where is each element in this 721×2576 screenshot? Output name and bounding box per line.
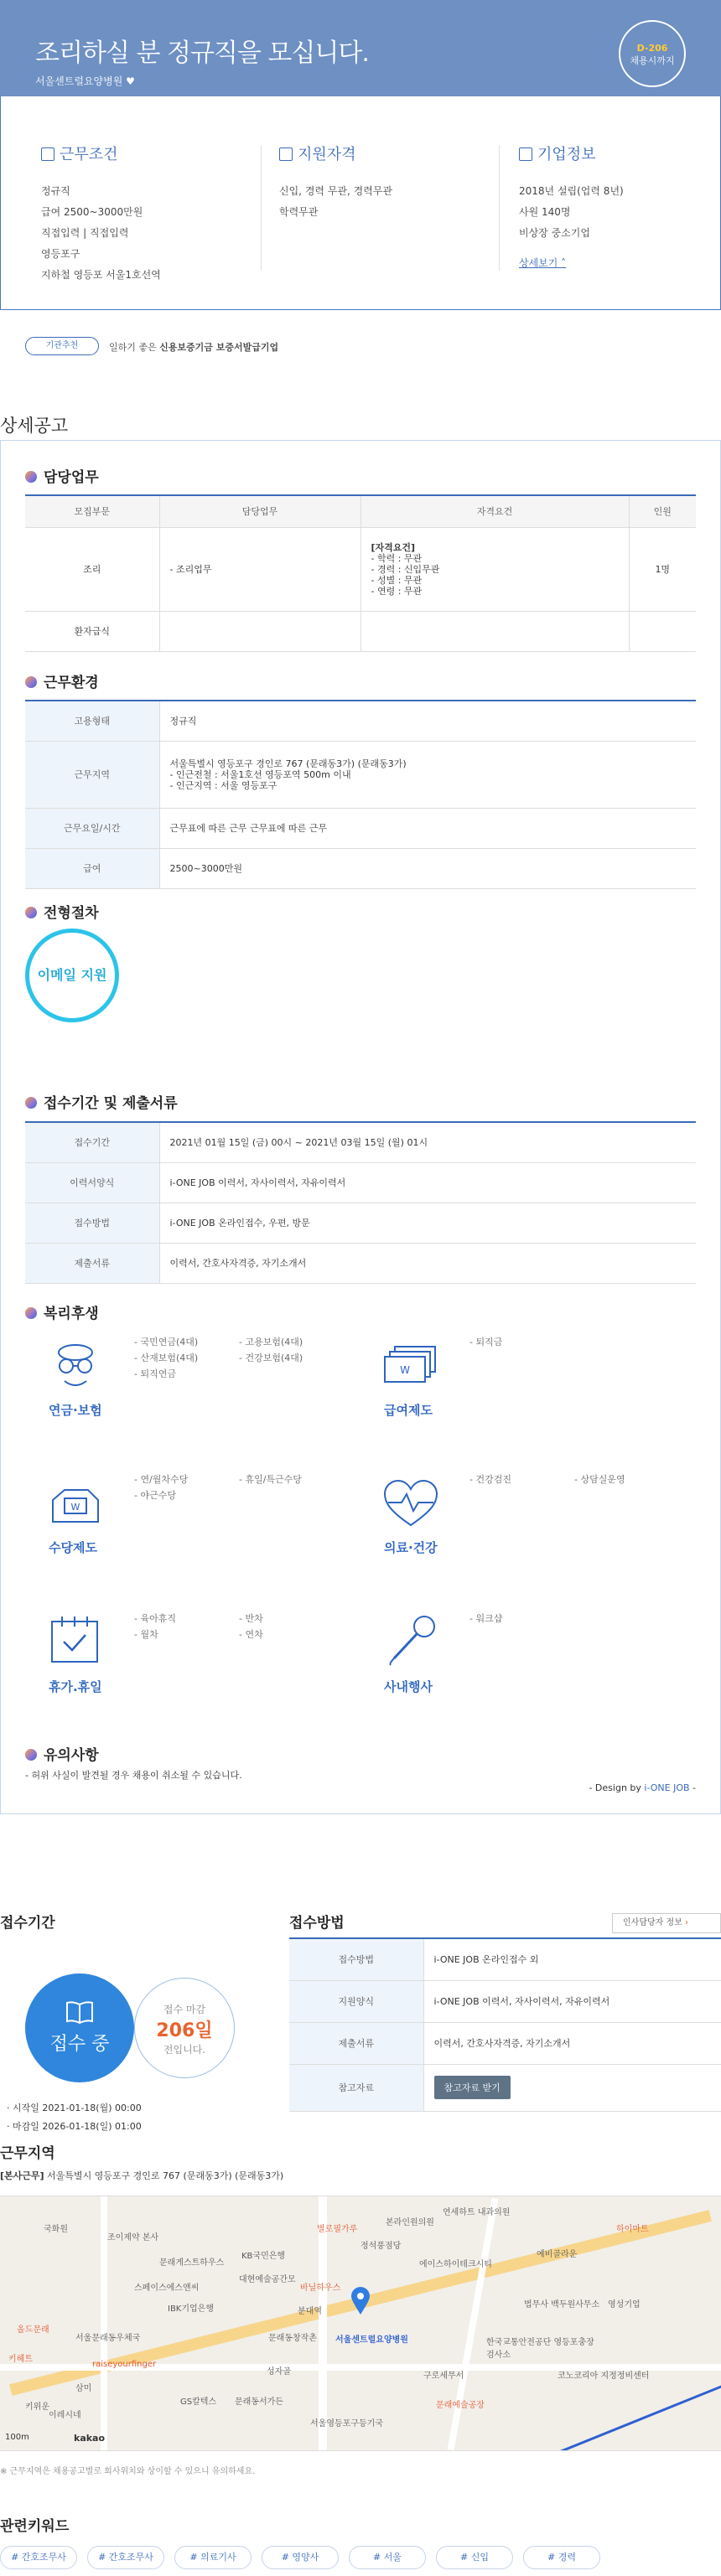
welfare-item: - 국민연금(4대) [134,1337,199,1347]
map-label: 바닐하우스 [300,2284,341,2293]
kakao-logo[interactable]: kakao [74,2433,106,2444]
table-row [289,1980,721,2022]
apply-table [25,1121,696,1284]
row-value: i-ONE JOB 온라인접수 외 [423,1938,721,1980]
deadline-days: 206일 [156,2020,213,2041]
table-row [25,1122,696,1162]
table-row [289,2022,721,2064]
table-header [25,495,696,527]
svg-text:W: W [70,1502,80,1513]
end-date: · 마감일 2026-01-18(일) 01:00 [7,2121,142,2132]
conditions-title-text: 근무조건 [60,146,118,163]
map-label: raiseyourfinger [92,2360,157,2369]
map-scale-text: 100m [5,2433,29,2442]
chevron-right-icon[interactable]: › [685,1918,688,1927]
row-value: 근무표에 따른 근무 근무표에 따른 근무 [159,808,696,848]
map-label: 스페이스에스앤씨 [134,2284,200,2293]
table-row [289,2064,721,2111]
duty-req [360,527,629,611]
col-header: 담당업무 [159,495,360,527]
map-label: IBK기업은행 [168,2304,215,2314]
building-icon [41,147,54,161]
table-row [25,611,696,651]
map-label: 연세하트 내과의원 [443,2208,511,2217]
duty-part: 조리 [25,527,159,611]
row-value [159,741,696,808]
map-label: 삼미 [75,2384,92,2393]
map-label: 한국교통안전공단 영등포충장검사소 [486,2338,594,2360]
row-key: 제출서류 [25,1243,159,1283]
hr-info-button[interactable] [612,1913,721,1933]
welfare-items [239,1611,263,1642]
row-key: 제출서류 [289,2022,423,2064]
table-row [25,1162,696,1203]
qualification-title-text: 지원자격 [298,146,356,163]
deadline-label: 접수 마감 [163,2004,206,2015]
table-row [25,741,696,808]
map-label: 문래동서가든 [235,2398,283,2407]
duty-table [25,494,696,652]
heart-icon[interactable]: ♥ [126,75,135,87]
map-label: 영성기업 [608,2300,641,2310]
map-label: 키헤트 [8,2355,33,2364]
row-key: 근무요일/시간 [25,808,159,848]
method-title: 접수방법 [289,1915,345,1932]
req-line: - 학력 : 무관 [371,552,423,564]
conditions-title [41,142,267,164]
keyword-chip[interactable]: # 간호조무사 [0,2546,77,2569]
welfare-item: - 육아휴직 [134,1613,176,1624]
map-label: 하이마트 [616,2225,649,2234]
env-table [25,700,696,889]
qualification-item: 학력무관 [279,206,319,218]
env-title: 근무환경 [44,675,99,691]
welfare-items [134,1472,188,1503]
deadline-circle [134,1978,235,2078]
welfare-items [574,1472,625,1487]
welfare-item: - 연/월차수당 [134,1474,189,1485]
design-suffix: - [689,1782,696,1793]
recommend-pill: 기관추천 [25,337,99,355]
welfare-items [239,1334,303,1366]
company-column [519,142,721,270]
period-title: 접수기간 [0,1915,55,1932]
welfare-group-title: 휴가.휴일 [49,1679,102,1694]
keywords-title: 관련키워드 [0,2518,70,2535]
design-brand[interactable]: i-ONE JOB [644,1782,690,1793]
section-dot-icon [25,907,37,918]
map-label: 정석풍점당 [360,2242,402,2251]
method-table [289,1937,721,2112]
office-icon [519,147,532,161]
map-label: 본라인원의원 [386,2218,434,2227]
table-row [25,1243,696,1283]
start-date: · 시작일 2021-01-18(월) 00:00 [7,2103,142,2113]
row-value: i-ONE JOB 이력서, 자사이력서, 자유이력서 [159,1162,696,1203]
duty-heading [25,465,99,486]
hr-info-label[interactable]: 인사담당자 정보 [623,1918,682,1927]
apply-heading [25,1091,178,1112]
welfare-title: 복리후생 [44,1306,99,1322]
row-key: 접수방법 [289,1938,423,1980]
welfare-group-title: 의료·건강 [384,1540,438,1555]
qualification-item: 신입, 경력 무관, 경력무관 [279,185,392,197]
map-pin-icon[interactable] [350,2287,371,2315]
map-label: 에이스하이테크시티 [419,2260,492,2269]
table-row [25,701,696,741]
welfare-group-title: 급여제도 [384,1403,433,1418]
welfare-item: - 휴일/특근수당 [239,1474,302,1485]
process-heading [25,901,99,922]
company-item: 비상장 중소기업 [519,227,590,239]
svg-text:W: W [400,1364,410,1376]
map-road [101,2196,107,2451]
row-value [423,2064,721,2111]
caution-title: 유의사항 [44,1747,99,1764]
conditions-column [41,142,267,286]
row-key: 고용형태 [25,701,159,741]
divider [499,145,500,271]
map-road [319,2196,327,2451]
col-header: 모집부문 [25,495,159,527]
address-line: - 인근전철 : 서울1호선 영등포역 500m 이내 [169,768,351,780]
section-dot-icon [25,471,37,483]
section-dot-icon [25,1097,37,1109]
id-card-icon [279,147,293,161]
map-scale [5,2433,29,2442]
condition-item: 급여 2500~3000만원 [41,206,143,218]
condition-item: 정규직 [41,185,70,197]
map-label: 문래게스트하우스 [159,2258,225,2268]
company-title [519,142,721,164]
map-label: 국화원 [44,2225,68,2234]
company-name[interactable] [35,74,135,88]
table-row [25,808,696,848]
map-label: 조이제약 본사 [107,2233,159,2242]
welfare-item: - 상담실운영 [574,1474,625,1485]
map-label: KB국민은행 [241,2252,286,2261]
map-label: GS칼텍스 [180,2398,217,2407]
col-header: 자격요건 [360,495,629,527]
caution-text: - 허위 사실이 발견될 경우 채용이 취소될 수 있습니다. [25,1770,242,1781]
map-label: 문래동창작촌 [268,2334,317,2343]
welfare-item: - 건강보험(4대) [239,1353,303,1363]
dday-value: D-206 [636,43,668,54]
row-key: 이력서양식 [25,1162,159,1203]
duty-part: 환자급식 [25,611,159,651]
company-title-text: 기업정보 [537,146,596,163]
qualification-column [279,142,506,223]
welfare-items [469,1611,502,1627]
duty-title: 담당업무 [44,469,99,486]
wallet-icon [46,1483,105,1529]
welfare-item: - 워크샵 [469,1613,503,1624]
row-value: i-ONE JOB 이력서, 자사이력서, 자유이력서 [423,1980,721,2022]
section-dot-icon [25,1307,37,1319]
keyword-chip[interactable]: # 의료기사 [174,2546,252,2569]
section-dot-icon [25,1749,37,1761]
row-value: 이력서, 간호사자격증, 자기소개서 [423,2022,721,2064]
welfare-item: - 퇴직연금 [134,1368,176,1379]
welfare-items [469,1334,502,1350]
keyword-chip[interactable]: # 경력 [523,2546,600,2569]
welfare-item: - 야근수당 [134,1490,176,1501]
dday-label: 채용시까지 [630,55,675,66]
process-title: 전형절차 [44,905,99,922]
address-line: - 인근지역 : 서울 영등포구 [169,779,278,791]
process-step-email: 이메일 지원 [25,928,119,1022]
badge-bold: 신용보증기금 보증서발급기업 [159,342,279,353]
map-road [448,2198,499,2451]
welfare-heading [25,1301,99,1322]
calendar-check-icon [49,1613,103,1668]
condition-item: 직접입력 | 직접입력 [41,227,129,239]
company-more-link[interactable]: 상세보기 ˄ [519,257,567,269]
welfare-item: - 건강검진 [469,1474,511,1485]
address-line: 서울특별시 영등포구 경인로 767 (문래동3가) (문래동3가) [169,758,407,769]
welfare-item: - 연차 [239,1629,263,1640]
row-value: 이력서, 간호사자격증, 자기소개서 [159,1243,696,1283]
welfare-group-title: 연금·보험 [49,1403,102,1418]
status-circle [25,1973,134,2082]
design-credit [589,1782,696,1793]
download-reference-button[interactable]: 참고자료 받기 [434,2076,511,2099]
divider [261,145,262,271]
location-prefix: [본사근무] [0,2170,44,2181]
location-title: 근무지역 [0,2145,55,2162]
welfare-item: - 월차 [134,1629,158,1640]
table-row [25,1203,696,1243]
map-target-label: 서울센트럴요양병원 [335,2335,408,2345]
keyword-chip[interactable]: # 서울 [349,2546,426,2569]
map-label: 대현예술공간모 [239,2275,296,2284]
location-note: ※ 근무지역은 채용공고별로 회사위치와 상이할 수 있으니 유의하세요. [0,2467,256,2476]
location-address-text: 서울특별시 영등포구 경인로 767 (문래동3가) (문래동3가) [44,2170,284,2181]
money-icon [381,1345,440,1391]
qualification-title [279,142,506,164]
welfare-item: - 고용보험(4대) [239,1337,303,1347]
hero-banner [0,0,721,96]
duty-count: 1명 [629,527,696,611]
deadline-suffix: 전입니다. [163,2044,206,2056]
map-label: 키위운 [25,2403,49,2412]
row-key: 접수방법 [25,1203,159,1243]
row-value: 2500~3000만원 [159,848,696,888]
row-key: 급여 [25,848,159,888]
req-head: [자격요건] [371,541,416,553]
duty-count [629,611,696,651]
table-row [289,1938,721,1980]
duty-task [159,611,360,651]
row-value: 2021년 01월 15일 (금) 00시 ~ 2021년 03월 15일 (월) 01시 [159,1122,696,1162]
table-row [25,848,696,888]
detail-title: 상세공고 [0,416,69,436]
company-name-text[interactable]: 서울센트럴요양병원 [35,75,123,87]
req-line: - 경력 : 신입무관 [371,563,440,575]
company-item: 사원 140명 [519,206,571,218]
map-subway-line [511,2376,721,2451]
welfare-items [134,1334,198,1382]
map-label: 별로필가루 [317,2225,358,2234]
summary-box [0,96,721,310]
book-icon [65,2000,94,2024]
design-prefix: - Design by [589,1782,645,1793]
condition-item: 지하철 영등포 서울1호선역 [41,269,161,281]
map-label: 구로세무서 [423,2372,464,2381]
env-heading [25,670,99,691]
welfare-items [134,1611,176,1642]
map-label: 법무사 백두원사무소 [524,2300,600,2310]
map-label: 서울문래동우체국 [75,2334,141,2343]
map-label: 분대역 [298,2307,322,2316]
welfare-item: - 산재보험(4대) [134,1353,199,1363]
row-key: 지원양식 [289,1980,423,2022]
heart-pulse-icon [381,1479,440,1529]
welfare-items [469,1472,511,1487]
apply-title: 접수기간 및 제출서류 [44,1095,178,1112]
duty-task: - 조리업무 [159,527,360,611]
page-title: 조리하실 분 정규직을 모십니다. [35,39,369,68]
keyword-chip[interactable]: # 신입 [436,2546,513,2569]
req-line: - 성별 : 무관 [371,574,423,586]
caution-heading [25,1743,99,1764]
welfare-items [239,1472,302,1487]
duty-req [360,611,629,651]
map-label: 코노코리아 지정정비센터 [558,2372,650,2381]
status-text: 접수 중 [49,2034,110,2055]
row-key: 접수기간 [25,1122,159,1162]
keyword-chip[interactable]: # 영양사 [262,2546,339,2569]
row-key: 근무지역 [25,741,159,808]
company-item: 2018년 설립(업력 8년) [519,185,624,197]
welfare-group-title: 수당제도 [49,1540,97,1555]
condition-item: 영등포구 [41,248,80,260]
map-label: 예비골라운 [537,2250,578,2259]
microphone-icon [386,1613,440,1668]
table-row [25,527,696,611]
map-label: 문래예술공장 [436,2401,485,2410]
map-label: 올드문래 [17,2325,49,2335]
row-key: 참고자료 [289,2064,423,2111]
dday-badge [619,20,686,87]
period-dates [7,2099,142,2136]
map-view[interactable] [0,2196,721,2451]
welfare-item: - 퇴직금 [469,1337,503,1347]
badge-text [109,340,278,354]
section-dot-icon [25,676,37,688]
welfare-item: - 반차 [239,1613,263,1624]
keyword-chip[interactable]: # 간호조무사 [87,2546,164,2569]
welfare-group-title: 사내행사 [384,1679,433,1694]
row-value: 정규직 [159,701,696,741]
glasses-person-icon [46,1341,105,1391]
location-address [0,2169,283,2182]
map-label: 서울영등포구등기국 [310,2419,383,2429]
map-label: 이레시네 [49,2411,81,2420]
row-value: i-ONE JOB 온라인접수, 우편, 방문 [159,1203,696,1243]
req-line: - 연령 : 무관 [371,585,423,597]
map-label: 성자골 [267,2367,291,2377]
col-header: 인원 [629,495,696,527]
badge-prefix: 일하기 좋은 [109,342,160,353]
